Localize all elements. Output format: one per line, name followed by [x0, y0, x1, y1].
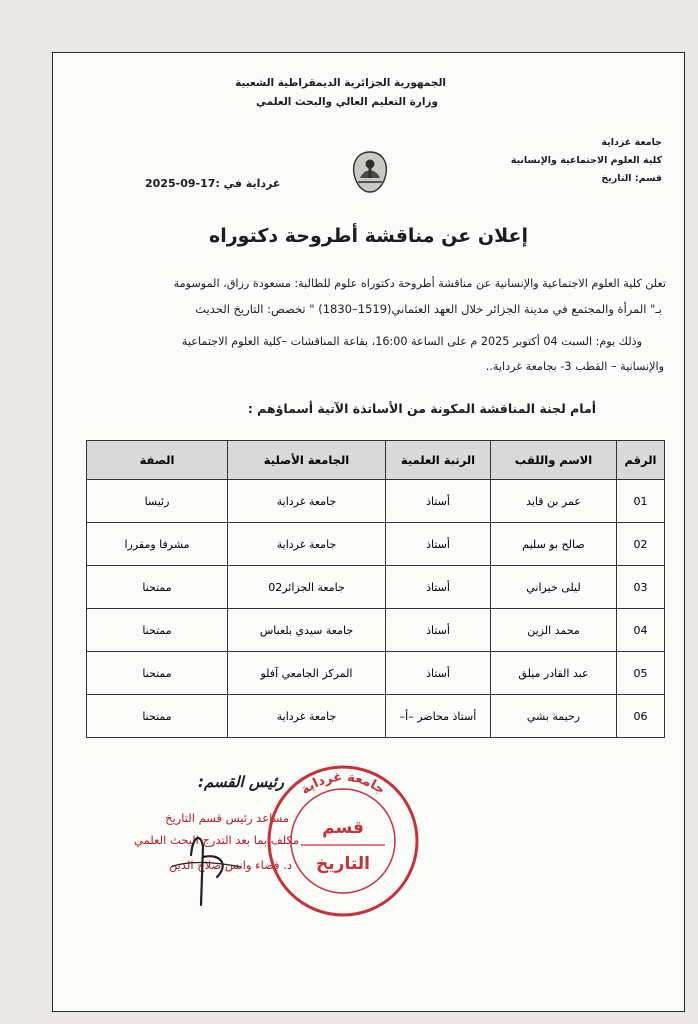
committee-table	[86, 440, 665, 738]
cell-university: جامعة الجزائر02	[228, 566, 386, 609]
cell-name: محمد الزين	[491, 609, 617, 652]
cell-role: رئيسا	[87, 480, 228, 523]
table-row	[87, 609, 665, 652]
republic-header: الجمهورية الجزائرية الديمقراطية الشعبية	[235, 77, 446, 89]
cell-name: عمر بن قايد	[491, 480, 617, 523]
cell-number: 06	[617, 695, 665, 738]
cell-name: عبد القادر ميلق	[491, 652, 617, 695]
cell-rank: أستاذ	[386, 652, 491, 695]
ministry-header: وزارة التعليم العالي والبحث العلمي	[255, 96, 438, 108]
cell-rank: أستاذ	[386, 523, 491, 566]
cell-university: جامعة غرداية	[228, 480, 386, 523]
body-line-1: تعلن كلية العلوم الاجتماعية والإنسانية عن مناقشة أطروحة دكتوراه علوم للطالبة: مسعودة رزاق، الموسومة	[173, 277, 666, 290]
col-header-number: الرقم	[617, 441, 665, 480]
cell-role: ممتحنا	[87, 609, 228, 652]
body-line-2: بـ" المرأة والمجتمع في مدينة الجزائر خلال العهد العثماني(1519–1830) " تخصص: التاريخ الحديث	[195, 302, 662, 316]
cell-number: 05	[617, 652, 665, 695]
cell-number: 01	[617, 480, 665, 523]
cell-rank: أستاذ	[386, 609, 491, 652]
university-emblem-icon	[348, 148, 392, 196]
cell-role: ممتحنا	[87, 652, 228, 695]
faculty-name: كلية العلوم الاجتماعية والإنسانية	[510, 155, 662, 166]
table-row	[87, 695, 665, 738]
table-row	[87, 480, 665, 523]
col-header-university: الجامعة الأصلية	[228, 441, 386, 480]
stamp-inner-bottom: التاريخ	[316, 854, 370, 874]
cell-rank: أستاذ	[386, 566, 491, 609]
col-header-rank: الرتبة العلمية	[386, 441, 491, 480]
announcement-page	[52, 52, 685, 1012]
department-stamp	[263, 761, 423, 921]
cell-role: مشرفا ومقررا	[87, 523, 228, 566]
committee-intro: أمام لجنة المناقشة المكونة من الأساتذة الآتية أسماؤهم :	[247, 401, 596, 416]
issue-date: غرداية في :17-09-2025	[145, 177, 281, 190]
signature-line-3: د. فضاء وانس صلاح الدين	[168, 858, 292, 872]
cell-number: 02	[617, 523, 665, 566]
cell-rank: أستاذ محاضر –أ–	[386, 695, 491, 738]
col-header-role: الصفة	[87, 441, 228, 480]
cell-university: جامعة سيدي بلعباس	[228, 609, 386, 652]
cell-university: جامعة غرداية	[228, 523, 386, 566]
university-name: جامعة غرداية	[601, 137, 662, 148]
signature-scribble	[131, 795, 281, 945]
cell-university: جامعة غرداية	[228, 695, 386, 738]
signature-line-1: مساعد رئيس قسم التاريخ	[165, 811, 289, 825]
table-row	[87, 523, 665, 566]
cell-name: ليلى خيراني	[491, 566, 617, 609]
body-line-4: والإنسانية – القطب 3- بجامعة غرداية..	[485, 360, 664, 373]
cell-role: ممتحنا	[87, 695, 228, 738]
stamp-inner-top: قسم	[322, 818, 364, 838]
table-header-row	[87, 441, 665, 480]
page-title: إعلان عن مناقشة أطروحة دكتوراه	[208, 225, 528, 247]
cell-name: رحيمة بشي	[491, 695, 617, 738]
col-header-name: الاسم واللقب	[491, 441, 617, 480]
department-name: قسم: التاريخ	[601, 173, 662, 184]
cell-role: ممتحنا	[87, 566, 228, 609]
cell-rank: أستاذ	[386, 480, 491, 523]
table-row	[87, 566, 665, 609]
table-row	[87, 652, 665, 695]
cell-number: 03	[617, 566, 665, 609]
cell-name: صالح بو سليم	[491, 523, 617, 566]
cell-number: 04	[617, 609, 665, 652]
signature-line-2: مكلف بما بعد التدرج البحث العلمي	[134, 833, 299, 847]
cell-university: المركز الجامعي آفلو	[228, 652, 386, 695]
stamp-outer-text: جامعة غرداية	[298, 769, 388, 798]
body-line-3: وذلك يوم: السبت 04 أكتوبر 2025 م على الساعة 16:00، بقاعة المناقشات –كلية العلوم الاجتماعية	[181, 335, 642, 348]
department-head-label: رئيس القسم:	[198, 773, 284, 791]
